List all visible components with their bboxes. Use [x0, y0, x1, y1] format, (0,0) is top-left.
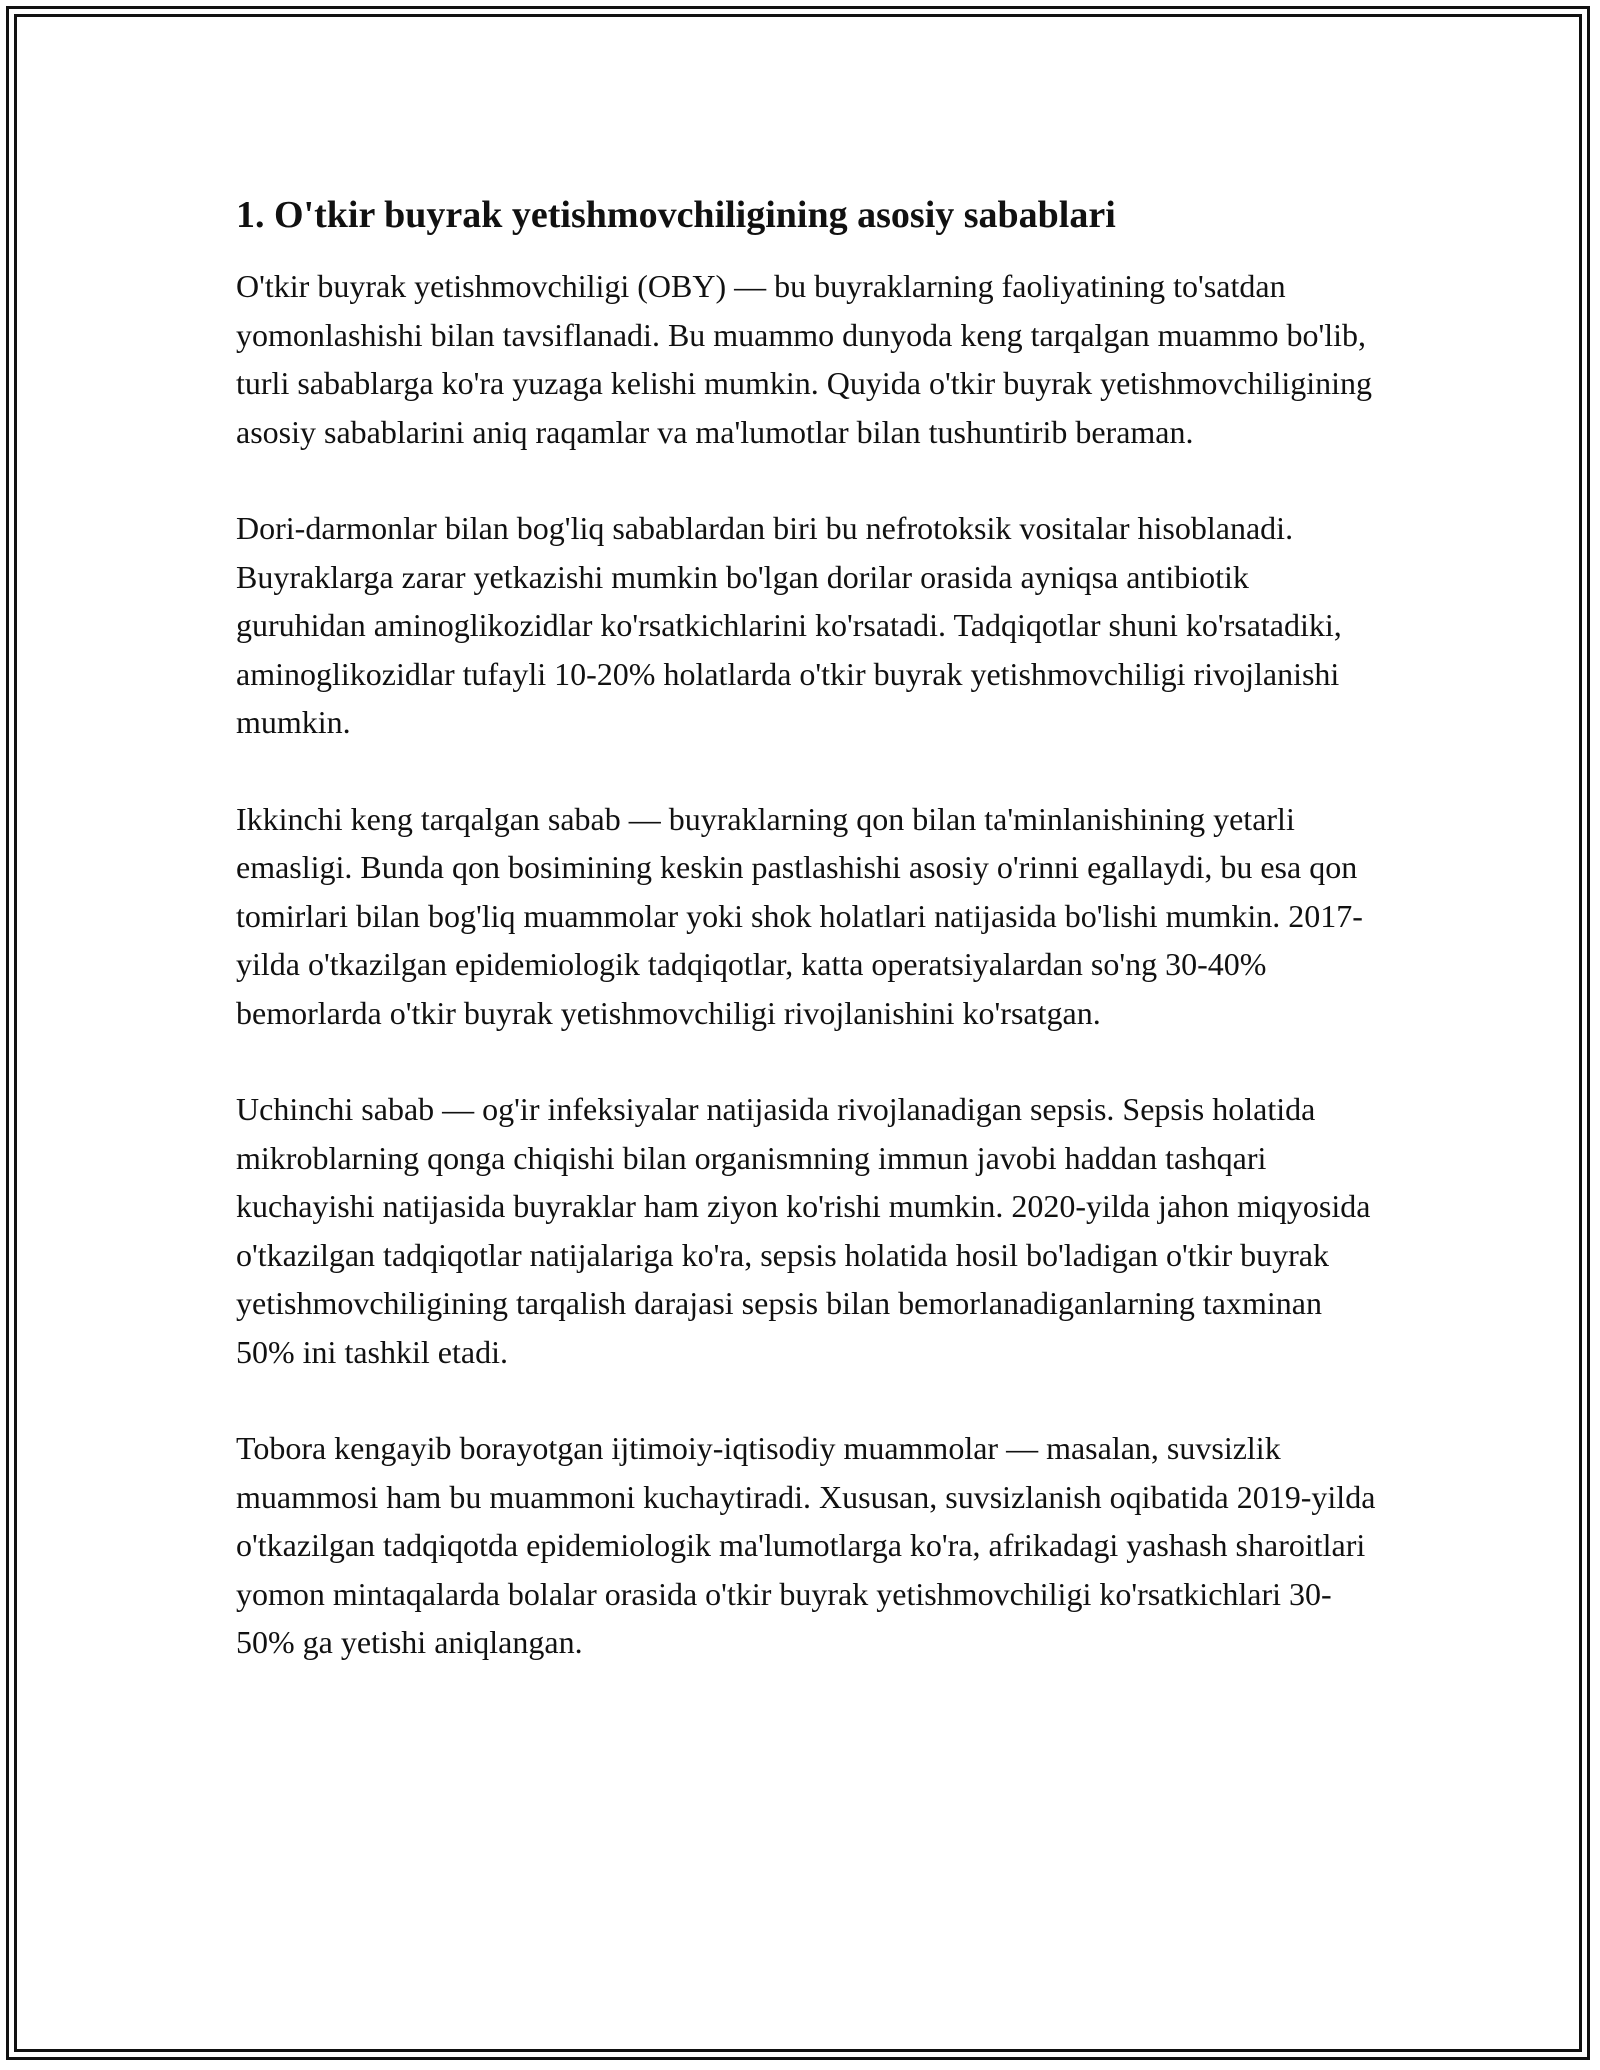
- paragraph-blood-supply: Ikkinchi keng tarqalgan sabab — buyraklarning qon bilan ta'minlanishining yetarli emasligi. Bunda qon bosimining keskin pastlashishi asosiy o'rinni egallaydi, bu esa qon tomirlari bilan bog'liq muammolar yoki shok holatlari natijasida bo'lishi mumkin. 2017-yilda o'tkazilgan epidemiologik tadqiqotlar, katta operatsiyalardan so'ng 30-40% bemorlarda o'tkir buyrak yetishmovchiligi rivojlanishini ko'rsatgan.: [236, 800, 1363, 1031]
- paragraph-intro: O'tkir buyrak yetishmovchiligi (OBY) — bu buyraklarning faoliyatining to'satdan yomonlashishi bilan tavsiflanadi. Bu muammo dunyoda keng tarqalgan muammo bo'lib, turli sabablarga ko'ra yuzaga kelishi mumkin. Quyida o'tkir buyrak yetishmovchiligining asosiy sabablarini aniq raqamlar va ma'lumotlar bilan tushuntirib beraman.: [236, 268, 1373, 450]
- paragraph-nephrotoxic-drugs: Dori-darmonlar bilan bog'liq sabablardan biri bu nefrotoksik vositalar hisoblanadi. Buyraklarga zarar yetkazishi mumkin bo'lgan dorilar orasida ayniqsa antibiotik guruhidan aminoglikozidlar ko'rsatkichlarini ko'rsatadi. Tadqiqotlar shuni ko'rsatadiki, aminoglikozidlar tufayli 10-20% holatlarda o'tkir buyrak yetishmovchiligi rivojlanishi mumkin.: [236, 510, 1342, 740]
- document-body: [236, 188, 1386, 1715]
- paragraph-dehydration: Tobora kengayib borayotgan ijtimoiy-iqtisodiy muammolar — masalan, suvsizlik muammosi ham bu muammoni kuchaytiradi. Xususan, suvsizlanish oqibatida 2019-yilda o'tkazilgan tadqiqotda epidemiologik ma'lumotlarga ko'ra, afrikadagi yashash sharoitlari yomon mintaqalarda bolalar orasida o'tkir buyrak yetishmovchiligi ko'rsatkichlari 30-50% ga yetishi aniqlangan.: [236, 1430, 1376, 1660]
- paragraph-sepsis: Uchinchi sabab — og'ir infeksiyalar natijasida rivojlanadigan sepsis. Sepsis holatida mikroblarning qonga chiqishi bilan organismning immun javobi haddan tashqari kuchayishi natijasida buyraklar ham ziyon ko'rishi mumkin. 2020-yilda jahon miqyosida o'tkazilgan tadqiqotlar natijalariga ko'ra, sepsis holatida hosil bo'ladigan o'tkir buyrak yetishmovchiligining tarqalish darajasi sepsis bilan bemorlanadiganlarning taxminan 50% ini tashkil etadi.: [236, 1091, 1371, 1370]
- section-heading: 1. O'tkir buyrak yetishmovchiligining asosiy sabablari: [236, 194, 1116, 236]
